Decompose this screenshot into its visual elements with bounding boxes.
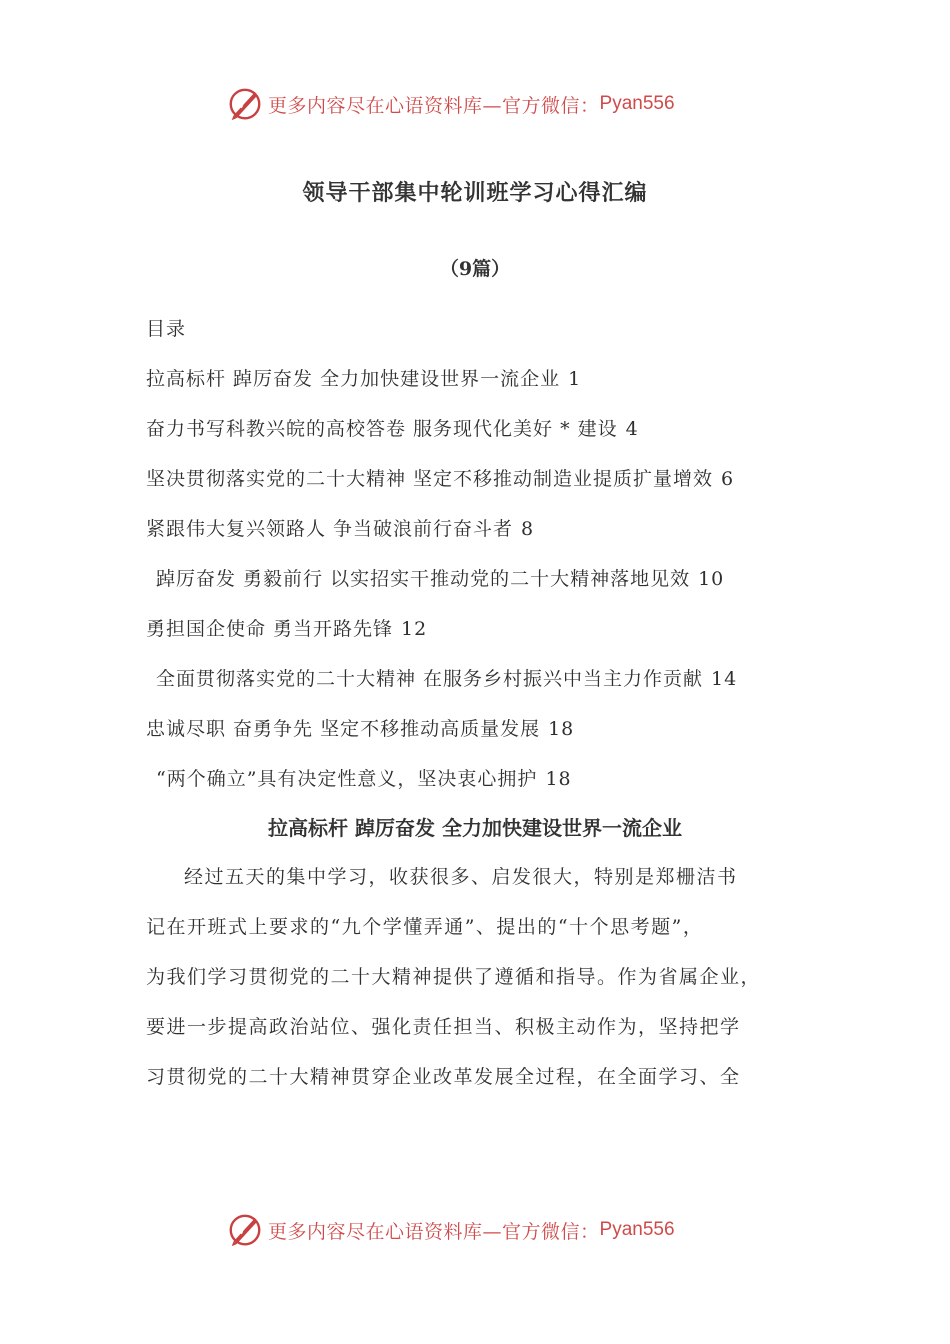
toc-item-page: 12 (401, 618, 428, 640)
toc-heading: 目录 (146, 318, 187, 340)
toc-item-label: 拉高标杆 踔厉奋发 全力加快建设世界一流企业 (146, 368, 561, 390)
body-line: 习贯彻党的二十大精神贯穿企业改革发展全过程，在全面学习、全 (146, 1066, 741, 1088)
document-title: 领导干部集中轮训班学习心得汇编 (302, 180, 648, 206)
footer-banner (226, 1210, 675, 1250)
toc-item[interactable] (146, 464, 826, 514)
table-of-contents (146, 314, 826, 814)
toc-item[interactable] (146, 564, 826, 614)
toc-item-label: 踔厉奋发 勇毅前行 以实招实干推动党的二十大精神落地见效 (156, 568, 691, 590)
toc-item-label: “两个确立”具有决定性意义，坚决衷心拥护 (156, 768, 538, 790)
toc-item-label: 坚决贯彻落实党的二十大精神 坚定不移推动制造业提质扩量增效 (146, 468, 714, 490)
banner-wechat-id: Pyan556 (599, 1219, 675, 1240)
toc-item[interactable] (146, 714, 826, 764)
toc-item-label: 全面贯彻落实党的二十大精神 在服务乡村振兴中当主力作贡献 (156, 668, 704, 690)
toc-item[interactable] (146, 414, 826, 464)
pen-logo-icon (226, 85, 264, 123)
body-line: 经过五天的集中学习，收获很多、启发很大，特别是郑栅洁书 (184, 866, 738, 888)
body-line: 为我们学习贯彻党的二十大精神提供了遵循和指导。作为省属企业， (146, 966, 762, 988)
header-banner (226, 84, 675, 124)
toc-item[interactable] (146, 664, 826, 714)
toc-item[interactable] (146, 764, 826, 814)
toc-item-label: 忠诚尽职 奋勇争先 坚定不移推动高质量发展 (146, 718, 541, 740)
toc-item-page: 18 (548, 718, 575, 740)
body-line: 要进一步提高政治站位、强化责任担当、积极主动作为，坚持把学 (146, 1016, 741, 1038)
toc-item[interactable] (146, 614, 826, 664)
toc-item-label: 勇担国企使命 勇当开路先锋 (146, 618, 394, 640)
pen-logo-icon (226, 1211, 264, 1249)
section-title: 拉高标杆 踔厉奋发 全力加快建设世界一流企业 (268, 816, 682, 840)
banner-wechat-id: Pyan556 (599, 93, 675, 114)
toc-item-page: 1 (568, 368, 582, 390)
toc-item-page: 8 (521, 518, 535, 540)
toc-item-page: 18 (545, 768, 572, 790)
banner-text: 更多内容尽在心语资料库—官方微信： (268, 1220, 600, 1243)
section-body (146, 860, 806, 1110)
toc-item-page: 14 (711, 668, 738, 690)
toc-item-label: 紧跟伟大复兴领路人 争当破浪前行奋斗者 (146, 518, 514, 540)
toc-item-label: 奋力书写科教兴皖的高校答卷 服务现代化美好 * 建设 (146, 418, 618, 440)
toc-item-page: 6 (721, 468, 735, 490)
toc-item-page: 10 (698, 568, 725, 590)
toc-item[interactable] (146, 514, 826, 564)
toc-item-page: 4 (625, 418, 639, 440)
body-line: 记在开班式上要求的“九个学懂弄通”、提出的“十个思考题”， (146, 916, 704, 938)
document-subtitle: （9篇） (439, 258, 511, 280)
banner-text: 更多内容尽在心语资料库—官方微信： (268, 94, 600, 117)
toc-item[interactable] (146, 364, 826, 414)
